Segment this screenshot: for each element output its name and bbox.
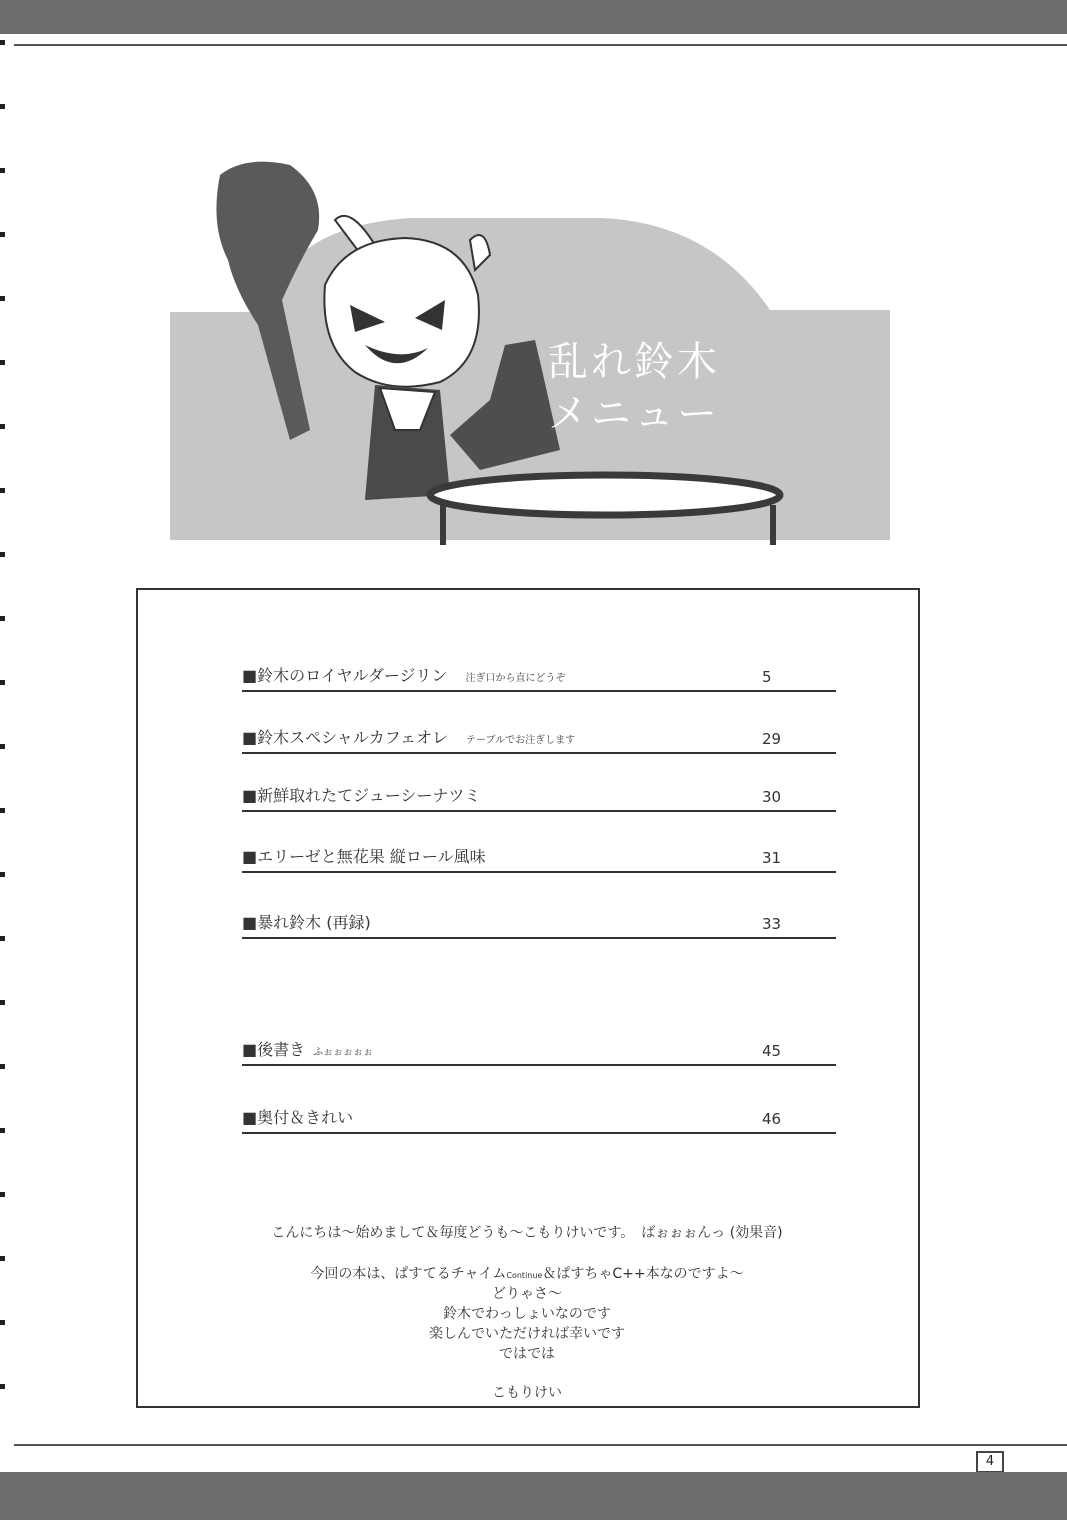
bottom-bar <box>0 1472 1067 1520</box>
toc-note: 注ぎ口から直にどうぞ <box>465 673 566 684</box>
menu-title <box>548 336 720 440</box>
greeting-line: こんにちは～始めまして＆毎度どうも～こもりけいです。 ばぉぉぉんっ (効果音) <box>271 1225 783 1241</box>
top-bar <box>0 0 1067 34</box>
toc-title: ■暴れ鈴木 (再録) <box>242 913 371 932</box>
page-number: 4 <box>976 1451 1004 1473</box>
greeting-line: どりゃさ～ <box>492 1286 562 1302</box>
character-illustration <box>150 150 910 550</box>
toc-row <box>242 1104 836 1134</box>
toc-page: 5 <box>762 668 772 686</box>
greeting-line: 楽しんでいただければ幸いです <box>429 1326 625 1342</box>
toc-title: ■鈴木スペシャルカフェオレ テーブルでお注ぎします <box>242 728 576 747</box>
toc-page: 30 <box>762 788 782 806</box>
toc-title: ■後書き ふぉぉぉぉぉ <box>242 1040 374 1059</box>
binding-marks <box>0 40 6 1440</box>
toc-note: テーブルでお注ぎします <box>466 735 576 746</box>
toc-page: 33 <box>762 915 782 933</box>
top-rule <box>14 44 1067 46</box>
greeting-line: 鈴木でわっしょいなのです <box>443 1306 611 1322</box>
toc-row <box>242 724 836 754</box>
header-illustration <box>150 150 910 550</box>
greeting-line: 今回の本は、ぱすてるチャイムContinue＆ぱすちゃC++本なのですよ～ <box>310 1266 744 1282</box>
toc-row <box>242 909 836 939</box>
toc-title: ■新鮮取れたてジューシーナツミ <box>242 786 481 805</box>
toc-page: 29 <box>762 730 782 748</box>
menu-title-line2: メニュー <box>548 391 720 437</box>
toc-page: 31 <box>762 849 782 867</box>
toc-row <box>242 662 836 692</box>
signature: こもりけい <box>492 1385 562 1401</box>
toc-page: 45 <box>762 1042 782 1060</box>
greeting-line: ではでは <box>499 1346 555 1362</box>
toc-page: 46 <box>762 1110 782 1128</box>
toc-title: ■エリーゼと無花果 縦ロール風味 <box>242 847 486 866</box>
toc-row <box>242 1036 836 1066</box>
toc-row <box>242 843 836 873</box>
toc-title: ■鈴木のロイヤルダージリン 注ぎ口から直にどうぞ <box>242 666 566 685</box>
bottom-rule <box>14 1444 1067 1446</box>
toc-note: ふぉぉぉぉぉ <box>313 1047 374 1058</box>
toc-row <box>242 782 836 812</box>
toc-title: ■奥付＆きれい <box>242 1108 354 1127</box>
menu-title-line1: 乱れ鈴木 <box>548 339 720 385</box>
